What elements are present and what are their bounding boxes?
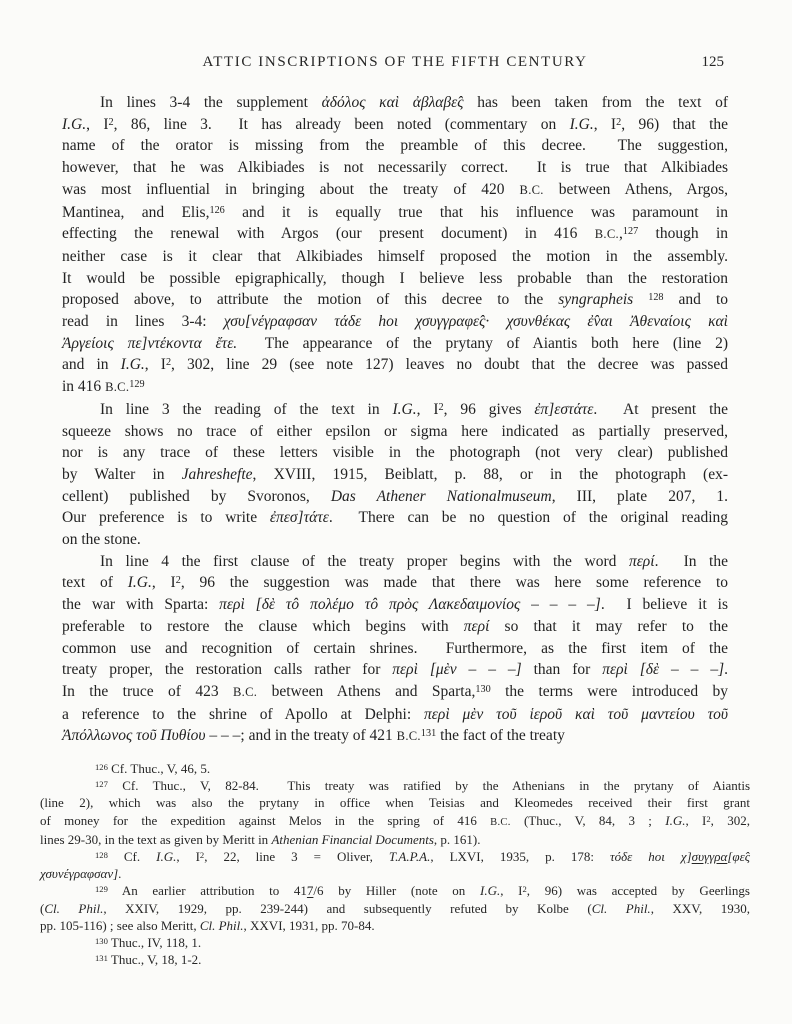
text-line: proposed above, to attribute the motion of this decree to the syngrapheis $^{128}$ and to [62, 291, 729, 309]
text-line: and in I.G., $I^2$, 302, line 29 (see note 127) leaves no doubt that the decree was passed [62, 356, 728, 374]
text-line: cellent) published by Svoronos, Das Athener Nationalmuseum, III, plate 207, 1. [62, 487, 729, 505]
text-line: was most influential in bringing about the treaty of 420 B.C. between Athens, Argos, [62, 180, 728, 198]
paragraph-2 [62, 399, 728, 551]
paragraph-3 [62, 551, 728, 748]
text-line: a reference to the shrine of Apollo at Delphi: περὶ μὲν τοῦ ἱεροῦ καὶ τοῦ μαντείου τοῦ [62, 705, 728, 723]
text-line: nor is any trace of these letters visible in the photograph (not very clear) published [62, 444, 728, 462]
text-line: Our preference is to write ἐπεσ]τάτε. There can be no question of the original reading [62, 509, 728, 527]
text-line: effecting the renewal with Argos (our present document) in 416 B.C.,$^{127}$ though in [62, 225, 728, 243]
text-line: squeeze shows no trace of either epsilon or sigma here indicated as partially preserved, [62, 422, 728, 440]
footnote-127 [40, 777, 750, 848]
text-line: read in lines 3-4: χσυ[νέγραφσαν τάδε hοι χσυγγραφε̂ς· χσυνθέκας ἐ̂ναι Ἀθεναίοις καὶ [62, 313, 728, 331]
text-line: In line 3 the reading of the text in I.G., $I^2$, 96 gives ἐπ]εστάτε. At present the [100, 400, 729, 418]
footnote-130 [40, 934, 750, 951]
body-text [62, 92, 728, 748]
text-line: $^{130}$ Thuc., IV, 118, 1. [95, 935, 202, 951]
text-line: lines 29-30, in the text as given by Meritt in Athenian Financial Documents, p. 161). [40, 831, 481, 847]
text-line: Ἀργείοις πε]ντέκοντα ἔτε. The appearance of the prytany of Aiantis both here (line 2) [62, 334, 728, 352]
text-line: preferable to restore the clause which begins with περί so that it may refer to the [62, 617, 728, 635]
text-line: (line 2), which was also the prytany in office when Teisias and Kleomedes received their first grant [40, 795, 750, 811]
text-line: the war with Sparta: περὶ [δὲ τô πολέμο τô πρὸς Λακεδαιμονίος – – – –]. I believe it is [62, 596, 728, 614]
text-line: however, that he was Alkibiades is not necessarily correct. It is true that Alkibiades [62, 159, 728, 177]
text-line: by Walter in Jahreshefte, XVIII, 1915, Beiblatt, p. 88, or in the photograph (ex- [62, 465, 728, 483]
text-line: $^{126}$ Cf. Thuc., V, 46, 5. [95, 761, 211, 776]
text-line: common use and recognition of certain shrines. Furthermore, as the first item of the [62, 639, 728, 657]
footnote-128 [40, 848, 750, 882]
footnote-129 [40, 882, 750, 934]
footnote-131 [40, 951, 750, 968]
page-title: ATTIC INSCRIPTIONS OF THE FIFTH CENTURY [202, 54, 588, 70]
text-line: $^{131}$ Thuc., V, 18, 1-2. [95, 952, 202, 968]
text-line: (Cl. Phil., XXIV, 1929, pp. 239-244) and subsequently refuted by Kolbe (Cl. Phil., XXV, 1930, [40, 900, 750, 916]
footnote-126 [40, 760, 750, 777]
text-line: $^{129}$ An earlier attribution to 417/6 by Hiller (note on I.G., $I^2$, 96) was accepted by Geerlings [95, 883, 750, 899]
text-line: $^{127}$ Cf. Thuc., V, 82-84. This treaty was ratified by the Athenians in the prytany of Aiantis [95, 778, 750, 794]
text-line: In line 4 the first clause of the treaty proper begins with the word περί. In the [100, 552, 728, 570]
text-line: treaty proper, the restoration calls rather for περὶ [μὲν – – –] than for περὶ [δὲ – – –]. [62, 661, 729, 679]
text-line: in 416 B.C.$^{129}$ [62, 378, 145, 396]
text-line: Ἀπόλλωνος τοῦ Πυθίου – – –; and in the treaty of 421 B.C.$^{131}$ the fact of the treaty [62, 727, 565, 745]
running-header [62, 54, 728, 74]
text-line: neither case is it clear that Alkibiades himself proposed the motion in the assembly. [62, 247, 728, 265]
text-line: pp. 105-116) ; see also Meritt, Cl. Phil., XXVI, 1931, pp. 70-84. [40, 917, 375, 933]
text-line: text of I.G., $I^2$, 96 the suggestion was made that there was here some reference to [62, 574, 729, 592]
text-line: on the stone. [62, 531, 141, 549]
paragraph-1 [62, 92, 728, 399]
text-line: χσυνέγραφσαν]. [40, 866, 122, 882]
page-number: 125 [701, 54, 724, 70]
text-line: In lines 3-4 the supplement ἀδόλος καὶ ἀβλαβε̂ς has been taken from the text of [100, 94, 728, 111]
text-line: name of the orator is missing from the preamble of this decree. The suggestion, [62, 137, 728, 155]
text-line: of money for the expedition against Melos in the spring of 416 B.C. (Thuc., V, 84, 3 ; I.G., $I^2$, 302, [40, 812, 750, 828]
text-line: I.G., $I^2$, 86, line 3. It has already been noted (commentary on I.G., $I^2$, 96) that the [62, 115, 729, 133]
text-line: In the truce of 423 B.C. between Athens and Sparta,$^{130}$ the terms were introduced by [62, 682, 728, 700]
text-line: Mantinea, and Elis,$^{126}$ and it is equally true that his influence was paramount in [62, 203, 728, 221]
footnotes-section [40, 760, 750, 968]
text-line: $^{128}$ Cf. I.G., $I^2$, 22, line 3 = Oliver, T.A.P.A., LXVI, 1935, p. 178: τόδε hοι χ]συγγρα[φε̂ς [95, 849, 750, 865]
text-line: It would be possible epigraphically, though I believe less probable than the restoration [62, 269, 728, 287]
